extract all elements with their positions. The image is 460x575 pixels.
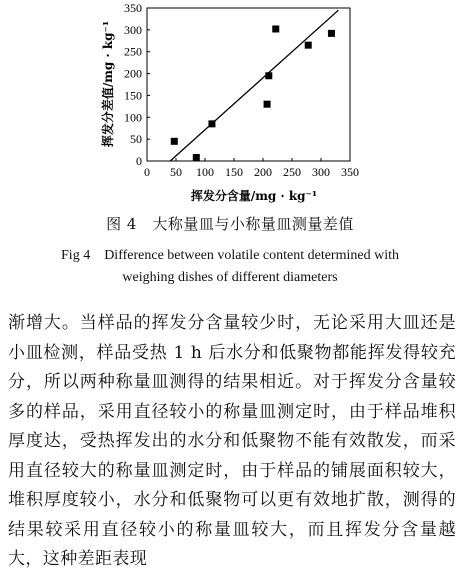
data-point [193, 154, 200, 161]
y-tick-label: 50 [130, 132, 142, 147]
data-point [264, 101, 271, 108]
y-tick-label: 0 [136, 154, 142, 168]
figure-caption-en-line-2: weighing dishes of different diameters [122, 270, 338, 285]
data-point [328, 30, 335, 37]
x-tick-label: 50 [170, 165, 182, 179]
y-tick-label: 250 [124, 44, 142, 59]
data-points [171, 25, 335, 161]
x-tick-label: 300 [312, 165, 330, 179]
x-axis-label: 挥发分含量/mg · kg⁻¹ [190, 189, 318, 203]
x-tick-label: 350 [341, 165, 359, 179]
x-tick-label: 200 [254, 165, 272, 179]
x-tick-label: 0 [144, 165, 150, 179]
body-paragraph: 渐增大。当样品的挥发分含量较少时，无论采用大皿还是小皿检测，样品受热 1 h 后水分和低聚物都能挥发得较充分，所以两种称量皿测得的结果相近。对于挥发分含量较多的样品，采用直径较小的称量皿测定时，由于样品堆积厚度达，受热挥发出的水分和低聚物不能有效散发，而采用直径较大的称量皿测定时，由于样品的铺展面积较大，堆积厚度较小，水分和低聚物可以更有效地扩散，测得的结果较采用直径较小的称量皿较大，而且挥发分含量越大，这种差距表现 [8, 313, 456, 569]
data-point [265, 72, 272, 79]
y-tick-label: 100 [124, 110, 142, 125]
figure-caption-en-line-1: Fig 4 Difference between volatile content determined with [61, 248, 399, 263]
fit-line [170, 10, 338, 161]
y-tick-label: 200 [124, 66, 142, 81]
data-point [208, 120, 215, 127]
y-axis-label: 挥发分差值/mg · kg⁻¹ [101, 20, 115, 148]
x-tick-label: 250 [283, 165, 301, 179]
data-point [305, 42, 312, 49]
body-text [8, 309, 456, 575]
y-axis-ticks [124, 1, 150, 168]
x-tick-label: 100 [196, 165, 214, 179]
y-tick-label: 300 [124, 22, 142, 37]
figure-caption-cn: 图 4 大称量皿与小称量皿测量差值 [106, 215, 354, 233]
y-tick-label: 150 [124, 88, 142, 103]
data-point [272, 25, 279, 32]
y-tick-label: 350 [124, 1, 142, 15]
x-tick-label: 150 [225, 165, 243, 179]
data-point [171, 138, 178, 145]
figure-caption-en [30, 245, 430, 289]
